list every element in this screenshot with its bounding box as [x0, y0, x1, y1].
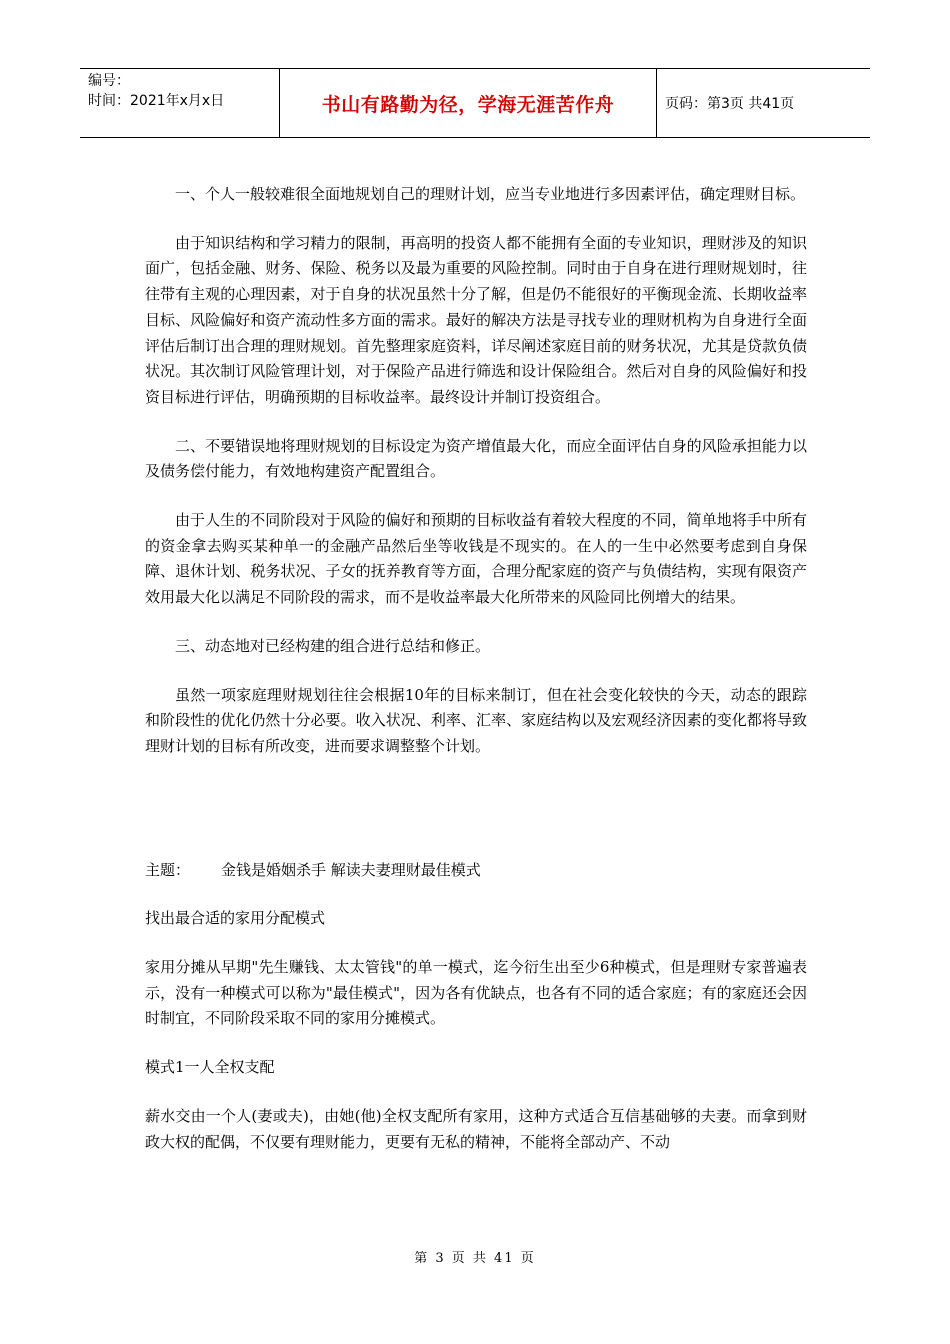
paragraph: 薪水交由一个人(妻或夫)，由她(他)全权支配所有家用，这种方式适合互信基础够的夫妻。而拿到财政大权的配偶，不仅要有理财能力，更要有无私的精神，不能将全部动产、不动	[145, 1106, 807, 1151]
paragraph: 虽然一项家庭理财规划往往会根据10年的目标来制订，但在社会变化较快的今天，动态的跟踪和阶段性的优化仍然十分必要。收入状况、利率、汇率、家庭结构以及宏观经济因素的变化都将导致理财计划的目标有所改变，进而要求调整整个计划。	[145, 685, 807, 755]
paragraph: 一、个人一般较难很全面地规划自己的理财计划，应当专业地进行多因素评估，确定理财目标。	[175, 185, 806, 203]
topic-title: 金钱是婚姻杀手 解读夫妻理财最佳模式	[221, 860, 481, 879]
paragraph: 模式1一人全权支配	[145, 1058, 275, 1077]
paragraph: 家用分摊从早期"先生赚钱、太太管钱"的单一模式，迄今衍生出至少6种模式，但是理财专家普遍表示，没有一种模式可以称为"最佳模式"，因为各有优缺点，也各有不同的适合家庭；有的家庭还会因时制宜，不同阶段采取不同的家用分摊模式。	[145, 958, 807, 1028]
page-header	[80, 68, 870, 138]
time-label: 时间：2021年x月x日	[88, 93, 225, 109]
topic-line	[145, 858, 807, 884]
page-footer: 第 3 页 共 41 页	[414, 1251, 536, 1266]
paragraph: 三、动态地对已经构建的组合进行总结和修正。	[175, 636, 491, 655]
header-page-info: 页码：第3页 共41页	[665, 96, 795, 112]
document-body	[145, 182, 807, 1178]
paragraph: 由于知识结构和学习精力的限制，再高明的投资人都不能拥有全面的专业知识，理财涉及的知识面广，包括金融、财务、保险、税务以及最为重要的风险控制。同时由于自身在进行理财规划时，往往带有主观的心理因素，对于自身的状况虽然十分了解，但是仍不能很好的平衡现金流、长期收益率目标、风险偏好和资产流动性多方面的需求。最好的解决方法是寻找专业的理财机构为自身进行全面评估后制订出合理的理财规划。首先整理家庭资料，详尽阐述家庭目前的财务状况，尤其是贷款负债状况。其次制订风险管理计划，对于保险产品进行筛选和设计保险组合。然后对自身的风险偏好和投资目标进行评估，明确预期的目标收益率。最终设计并制订投资组合。	[145, 233, 807, 406]
paragraph: 由于人生的不同阶段对于风险的偏好和预期的目标收益有着较大程度的不同，简单地将手中所有的资金拿去购买某种单一的金融产品然后坐等收钱是不现实的。在人的一生中必然要考虑到自身保障、退休计划、税务状况、子女的抚养教育等方面，合理分配家庭的资产与负债结构，实现有限资产效用最大化以满足不同阶段的需求，而不是收益率最大化所带来的风险同比例增大的结果。	[145, 511, 807, 607]
paragraph: 二、不要错误地将理财规划的目标设定为资产增值最大化，而应全面评估自身的风险承担能力以及债务偿付能力，有效地构建资产配置组合。	[145, 436, 807, 481]
header-meta	[80, 69, 280, 137]
topic-label: 主题：	[145, 860, 191, 879]
number-label: 编号：	[88, 73, 130, 89]
paragraph: 找出最合适的家用分配模式	[145, 909, 326, 928]
header-motto: 书山有路勤为径，学海无涯苦作舟	[280, 69, 657, 137]
